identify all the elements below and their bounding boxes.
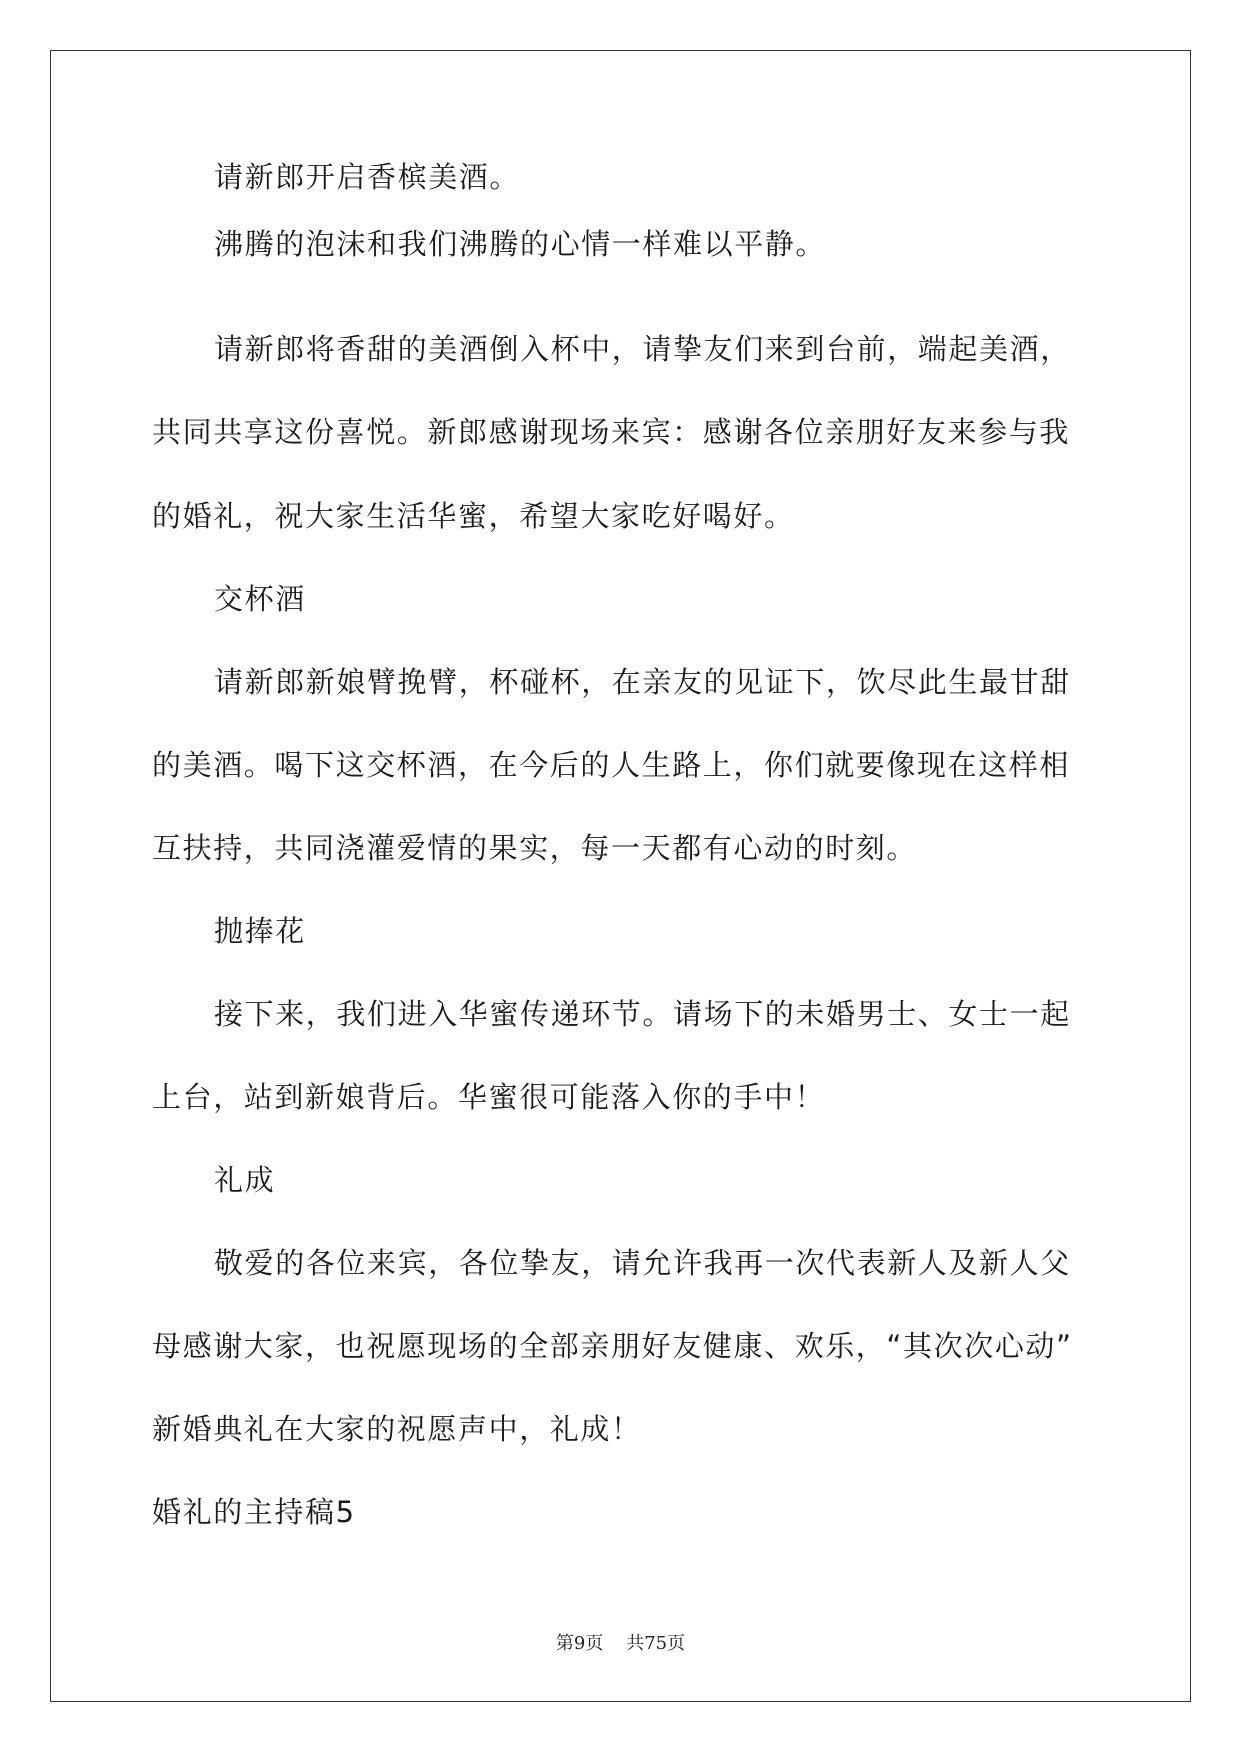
paragraph-line: 接下来，我们进入华蜜传递环节。请场下的未婚男士、女士一起 <box>214 997 1071 1031</box>
paragraph-line: 敬爱的各位来宾，各位挚友，请允许我再一次代表新人及新人父 <box>214 1246 1071 1280</box>
paragraph-line: 沸腾的泡沫和我们沸腾的心情一样难以平静。 <box>214 227 827 261</box>
document-title: 婚礼的主持稿5 <box>152 1495 356 1529</box>
paragraph-line: 请新郎开启香槟美酒。 <box>214 160 521 194</box>
paragraph-line: 上台，站到新娘背后。华蜜很可能落入你的手中！ <box>152 1080 826 1114</box>
page-number: 第9页 <box>555 1633 604 1654</box>
page-footer <box>0 1632 1241 1656</box>
section-heading: 抛捧花 <box>214 914 306 948</box>
paragraph-line: 共同共享这份喜悦。新郎感谢现场来宾：感谢各位亲朋好友来参与我 <box>152 415 1071 449</box>
paragraph-line: 母感谢大家，也祝愿现场的全部亲朋好友健康、欢乐，“其次次心动” <box>152 1329 1073 1363</box>
paragraph-line: 的美酒。喝下这交杯酒，在今后的人生路上，你们就要像现在这样相 <box>152 748 1071 782</box>
paragraph-line: 请新郎新娘臂挽臂，杯碰杯，在亲友的见证下，饮尽此生最甘甜 <box>214 665 1071 699</box>
paragraph-line: 的婚礼，祝大家生活华蜜，希望大家吃好喝好。 <box>152 499 795 533</box>
paragraph-line: 新婚典礼在大家的祝愿声中，礼成！ <box>152 1412 642 1446</box>
section-heading: 交杯酒 <box>214 582 306 616</box>
page-border <box>50 50 1191 1702</box>
paragraph-line: 互扶持，共同浇灌爱情的果实，每一天都有心动的时刻。 <box>152 831 918 865</box>
paragraph-line: 请新郎将香甜的美酒倒入杯中，请挚友们来到台前，端起美酒， <box>214 332 1071 366</box>
page-total: 共75页 <box>626 1633 686 1654</box>
section-heading: 礼成 <box>214 1163 276 1197</box>
